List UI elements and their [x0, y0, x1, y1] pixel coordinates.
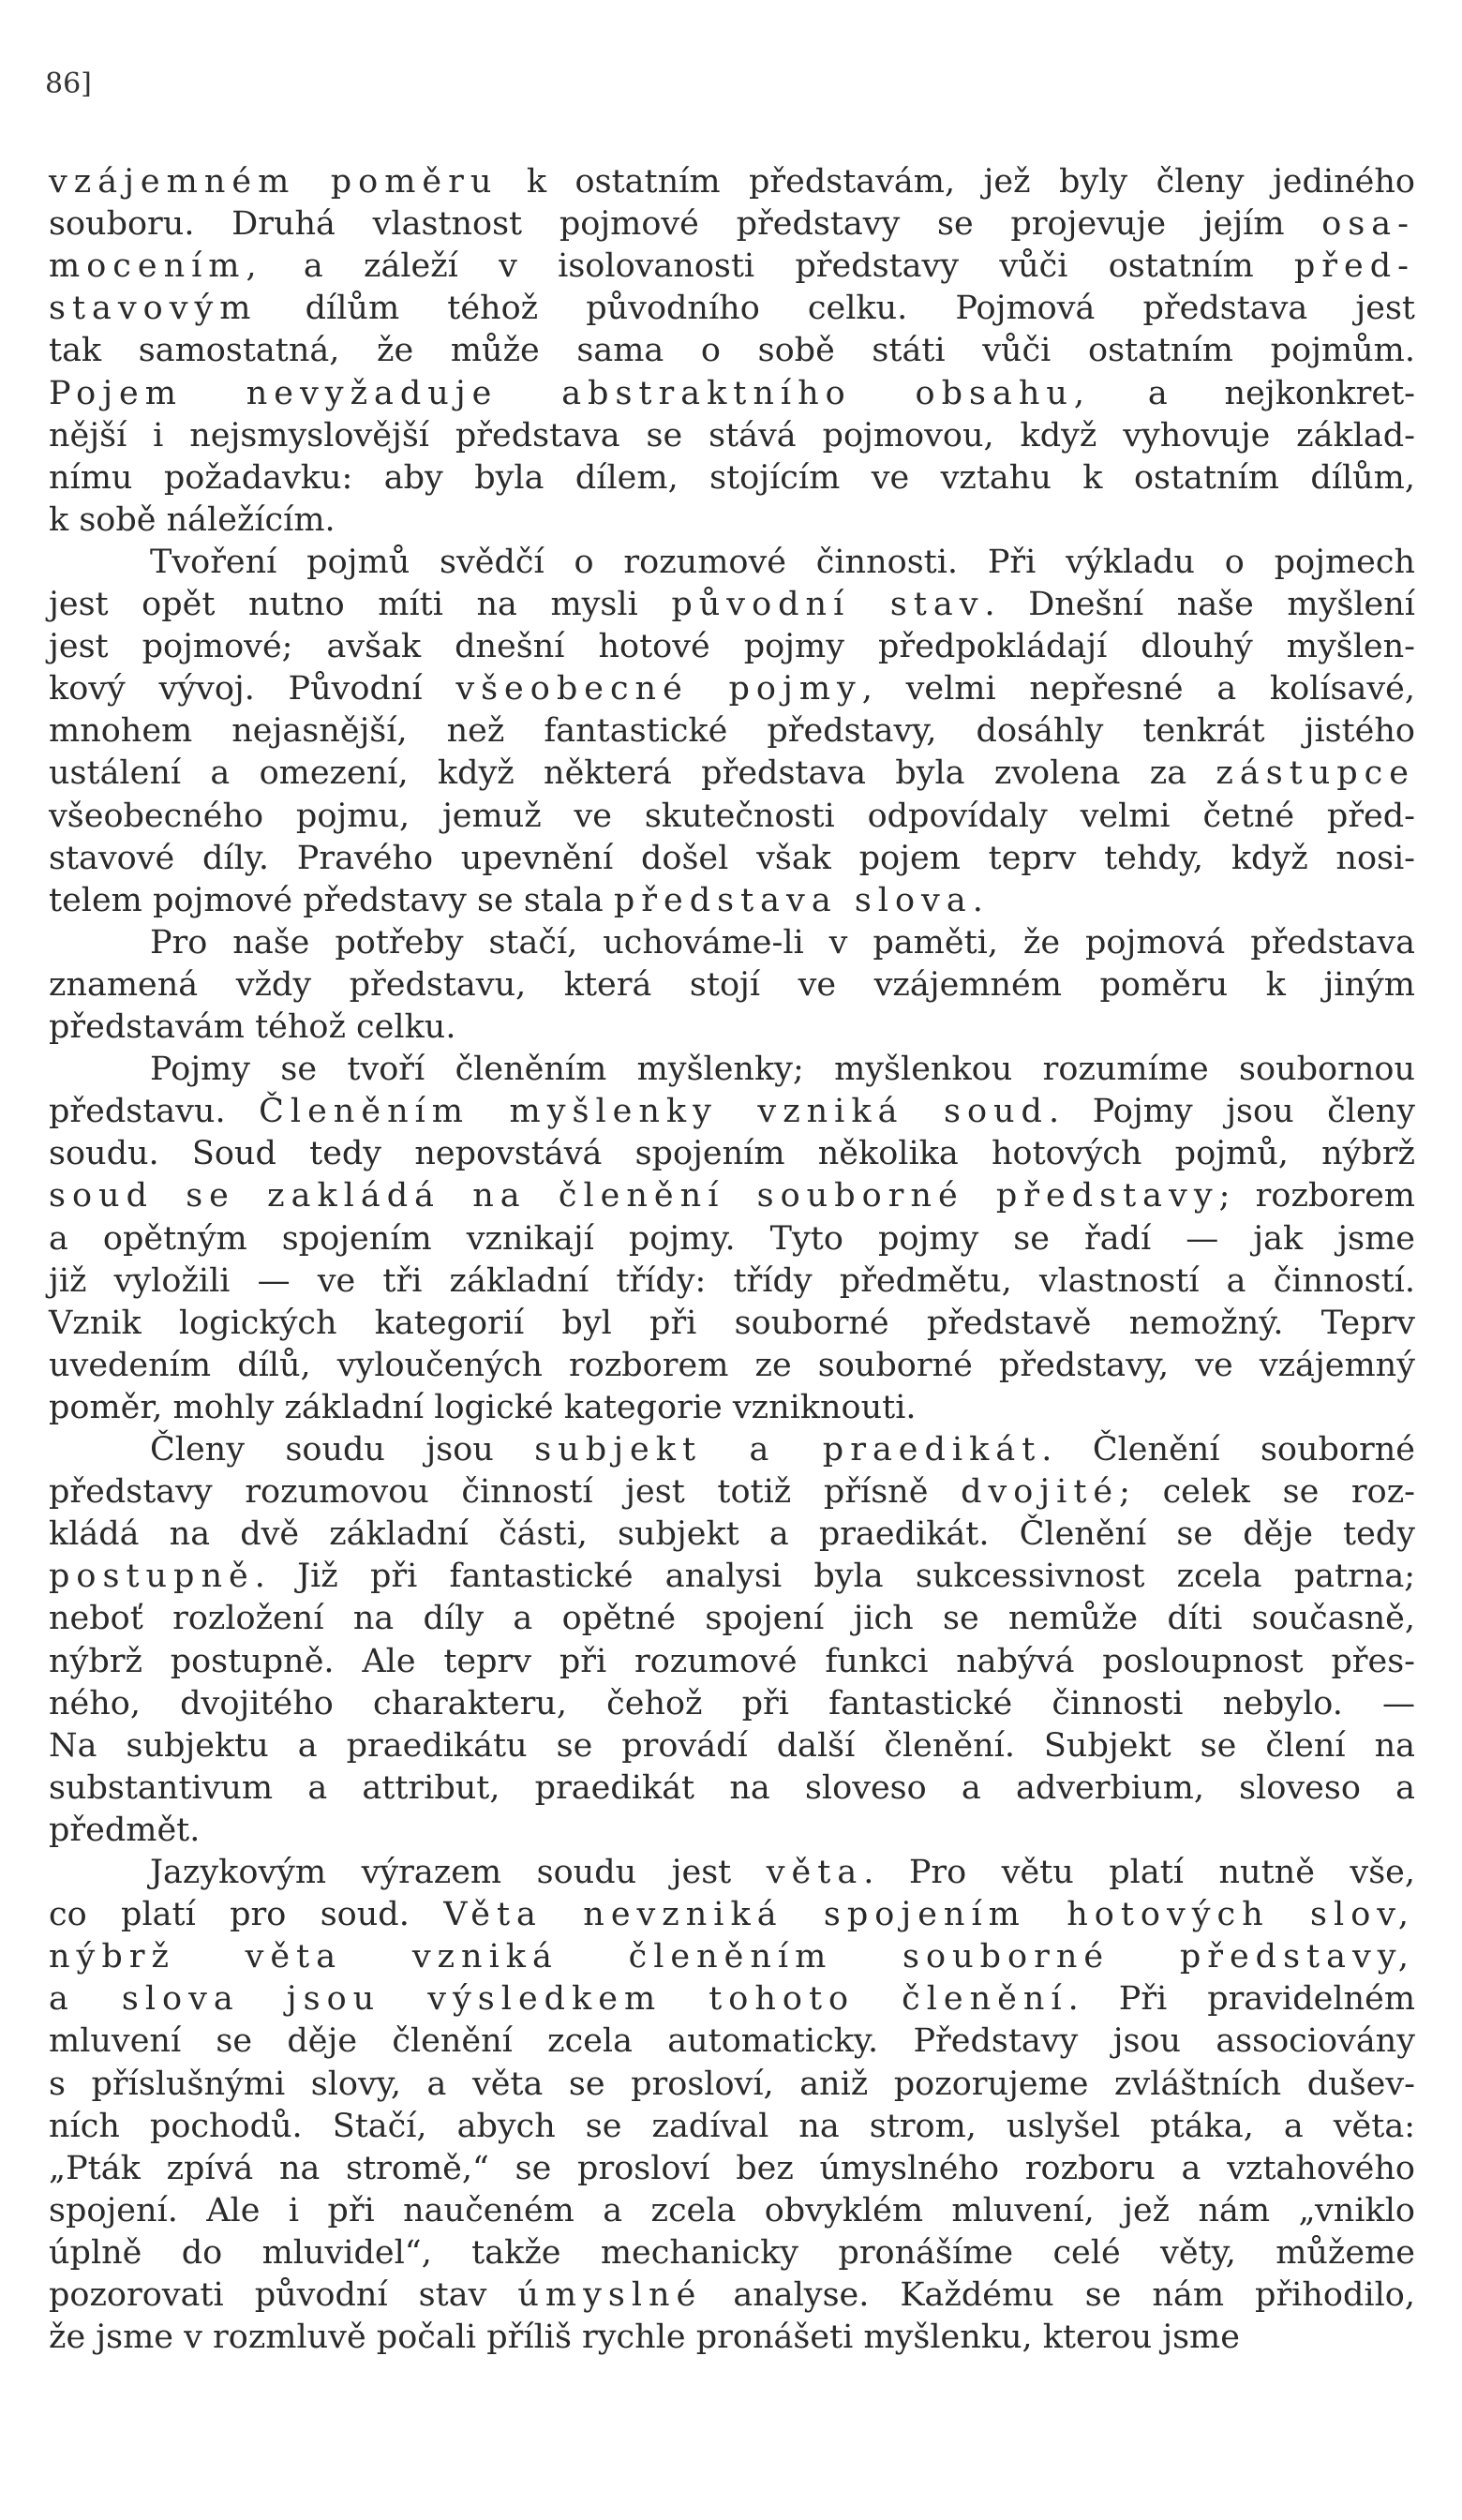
text-run: předmět.	[49, 1812, 201, 1849]
spaced-emphasis: před-	[1293, 247, 1415, 285]
text-line	[49, 288, 1415, 329]
text-run: . Pojmy jsou členy	[1048, 1093, 1415, 1130]
text-line	[49, 1513, 1415, 1555]
text-line	[49, 2274, 1415, 2316]
text-run: mnohem nejasnější, než fantastické představy, dosáhly tenkrát jistého	[49, 712, 1415, 750]
text-line	[49, 753, 1415, 794]
text-line	[49, 1556, 1415, 1597]
text-run: a opětným spojením vznikají pojmy. Tyto pojmy se řadí — jak jsme	[49, 1220, 1415, 1258]
text-line	[49, 964, 1415, 1006]
spaced-emphasis: zástupce	[1216, 754, 1415, 792]
text-line	[49, 1345, 1415, 1386]
text-line	[150, 1852, 1415, 1893]
text-run: substantivum a attribut, praedikát na sloveso a adverbium, sloveso a	[49, 1769, 1415, 1807]
text-run: již vyložili — ve tři základní třídy: třídy předmětu, vlastností a činností.	[49, 1262, 1415, 1300]
text-line	[49, 1471, 1415, 1513]
text-run: pozorovati původní stav	[49, 2276, 518, 2314]
text-line	[49, 584, 1415, 625]
text-run: analyse. Každému se nám přihodilo,	[702, 2276, 1415, 2314]
text-run: s příslušnými slovy, a věta se prosloví, aniž pozorujeme zvláštních dušev-	[49, 2065, 1415, 2103]
spaced-emphasis: dvojité	[961, 1473, 1120, 1511]
text-run: Pro naše potřeby stačí, uchováme-li v paměti, že pojmová představa	[150, 924, 1415, 962]
text-run: nímu požadavku: aby byla dílem, stojícím ve vztahu k ostatním dílům,	[49, 459, 1415, 497]
text-run: tak samostatná, že může sama o sobě státi vůči ostatním pojmům.	[49, 332, 1415, 369]
text-run: . Pro větu platí nutně vše,	[863, 1854, 1415, 1891]
text-run: jest opět nutno míti na mysli	[49, 586, 672, 623]
spaced-emphasis: postupně	[49, 1558, 255, 1595]
text-run: co platí pro soud.	[49, 1896, 444, 1933]
text-line	[49, 1175, 1415, 1216]
text-line	[49, 1091, 1415, 1132]
text-run: a nejkonkret-	[1091, 375, 1416, 412]
text-run: kový vývoj. Původní	[49, 670, 456, 708]
text-run: ustálení a omezení, když některá představa byla zvolena za	[49, 754, 1216, 792]
text-line	[49, 1936, 1415, 1977]
text-line	[49, 1683, 1415, 1724]
text-line	[49, 373, 1415, 414]
text-run: dílům téhož původního celku. Pojmová představa jest	[257, 290, 1415, 327]
text-line	[49, 246, 1415, 287]
spaced-emphasis: Věta nevzniká spojením hotových slov,	[443, 1896, 1416, 1933]
text-line	[49, 415, 1415, 456]
text-run: k sobě náležícím.	[49, 501, 336, 539]
text-run: Jazykovým výrazem soudu jest	[150, 1854, 767, 1891]
text-line	[49, 2020, 1415, 2062]
text-line	[49, 1894, 1415, 1935]
text-line	[49, 2106, 1415, 2147]
text-line	[49, 2064, 1415, 2105]
text-line	[49, 2190, 1415, 2231]
text-run: úplně do mluvidel“, takže mechanicky pronášíme celé věty, můžeme	[49, 2234, 1415, 2272]
text-line	[49, 2232, 1415, 2274]
text-line	[49, 1767, 1415, 1809]
text-run: neboť rozložení na díly a opětné spojení jich se nemůže díti současně,	[49, 1600, 1415, 1637]
text-run: . Dnešní naše myšlení	[984, 586, 1415, 623]
text-run: . Při pravidelném	[1067, 1980, 1416, 2018]
text-run: Pojmy se tvoří členěním myšlenky; myšlenkou rozumíme soubornou	[150, 1051, 1415, 1088]
text-line	[49, 1260, 1415, 1302]
text-line	[150, 542, 1415, 583]
text-line	[49, 1007, 1415, 1048]
text-line	[49, 457, 1415, 499]
text-run: nýbrž postupně. Ale teprv při rozumové funkci nabývá posloupnost přes-	[49, 1643, 1415, 1680]
text-line	[150, 1429, 1415, 1470]
text-line	[150, 922, 1415, 963]
text-run: . Členění souborné	[1041, 1431, 1415, 1469]
text-run: , velmi nepřesné a kolísavé,	[861, 670, 1415, 708]
text-line	[49, 1218, 1415, 1260]
text-run: jest pojmové; avšak dnešní hotové pojmy předpokládají dlouhý myšlen-	[49, 628, 1415, 665]
text-run: telem pojmové představy se stala	[49, 882, 614, 919]
spaced-emphasis: a slova jsou výsledkem tohoto členění	[49, 1980, 1068, 2018]
text-line	[49, 2148, 1415, 2189]
text-line	[49, 2317, 1415, 2358]
text-run: .	[972, 882, 983, 919]
text-run: ních pochodů. Stačí, abych se zadíval na strom, uslyšel ptáka, a věta:	[49, 2108, 1415, 2145]
text-line	[49, 1725, 1415, 1767]
spaced-emphasis: nýbrž věta vzniká členěním souborné představy,	[49, 1938, 1415, 1976]
text-line	[49, 838, 1415, 879]
spaced-emphasis: Pojem nevyžaduje abstraktního obsahu,	[49, 375, 1092, 412]
text-run: představám téhož celku.	[49, 1008, 456, 1046]
spaced-emphasis: věta	[766, 1854, 864, 1891]
text-run: všeobecného pojmu, jemuž ve skutečnosti odpovídaly velmi četné před-	[49, 798, 1415, 835]
text-line	[49, 1810, 1415, 1851]
text-run: představu.	[49, 1093, 260, 1130]
text-line	[49, 880, 1415, 921]
text-line	[49, 1303, 1415, 1344]
text-line	[49, 1978, 1415, 2020]
text-run: stavové díly. Pravého upevnění došel však pojem teprv tehdy, když nosi-	[49, 840, 1415, 877]
text-line	[49, 1641, 1415, 1682]
spaced-emphasis: původní stav	[671, 586, 985, 623]
spaced-emphasis: osa-	[1321, 205, 1415, 243]
page-number: 86]	[45, 67, 92, 100]
spaced-emphasis: úmyslné	[517, 2276, 703, 2314]
text-run: nější i nejsmyslovější představa se stává pojmovou, když vyhovuje základ-	[49, 417, 1415, 455]
text-run: že jsme v rozmluvě počali příliš rychle pronášeti myšlenku, kterou jsme	[49, 2319, 1240, 2356]
text-run: Členy soudu jsou	[150, 1431, 535, 1469]
text-run: Vznik logických kategorií byl při souborné představě nemožný. Teprv	[49, 1305, 1415, 1342]
text-run: souboru. Druhá vlastnost pojmové představy se projevuje jejím	[49, 205, 1322, 243]
text-line	[49, 1133, 1415, 1174]
text-line	[49, 668, 1415, 709]
text-line	[49, 1598, 1415, 1639]
text-run: a záleží v isolovanosti představy vůči ostatním	[262, 247, 1294, 285]
text-line	[49, 1387, 1415, 1428]
spaced-emphasis: mocením,	[49, 247, 263, 285]
text-run: k ostatním představám, jež byly členy jediného	[498, 163, 1415, 201]
text-run: mluvení se děje členění zcela automaticky. Představy jsou associovány	[49, 2022, 1415, 2060]
text-line	[49, 500, 1415, 541]
text-line	[49, 161, 1415, 202]
text-run: kládá na dvě základní části, subjekt a praedikát. Členění se děje tedy	[49, 1515, 1415, 1553]
text-run: představy rozumovou činností jest totiž přísně	[49, 1473, 962, 1511]
text-run: ; rozborem	[1218, 1177, 1415, 1215]
text-run: Na subjektu a praedikátu se provádí další členění. Subjekt se člení na	[49, 1727, 1415, 1765]
spaced-emphasis: představa slova	[613, 882, 973, 919]
text-line	[49, 330, 1415, 371]
spaced-emphasis: soud se zakládá na členění souborné představy	[49, 1177, 1219, 1215]
text-run: Tvoření pojmů svědčí o rozumové činnosti. Při výkladu o pojmech	[150, 544, 1415, 581]
text-line	[49, 203, 1415, 245]
text-line	[150, 1049, 1415, 1090]
spaced-emphasis: všeobecné pojmy	[455, 670, 862, 708]
text-run: spojení. Ale i při naučeném a zcela obvyklém mluvení, jež nám „vniklo	[49, 2192, 1415, 2229]
spaced-emphasis: Členěním myšlenky vzniká soud	[259, 1093, 1049, 1130]
text-run: uvedením dílů, vyloučených rozborem ze souborné představy, ve vzájemný	[49, 1347, 1415, 1384]
text-run: soudu. Soud tedy nepovstává spojením několika hotových pojmů, nýbrž	[49, 1135, 1415, 1172]
text-line	[49, 796, 1415, 837]
text-run: ného, dvojitého charakteru, čehož při fantastické činnosti nebylo. —	[49, 1685, 1415, 1722]
text-run: poměr, mohly základní logické kategorie vzniknouti.	[49, 1389, 917, 1426]
text-run: znamená vždy představu, která stojí ve vzájemném poměru k jiným	[49, 966, 1415, 1004]
text-run: . Již při fantastické analysi byla sukcessivnost zcela patrna;	[254, 1558, 1415, 1595]
text-run: ; celek se roz-	[1119, 1473, 1415, 1511]
spaced-emphasis: stavovým	[49, 290, 258, 327]
spaced-emphasis: vzájemném poměru	[49, 163, 499, 201]
text-line	[49, 710, 1415, 752]
text-line	[49, 626, 1415, 667]
spaced-emphasis: subjekt a praedikát	[534, 1431, 1042, 1469]
text-run: „Pták zpívá na stromě,“ se prosloví bez úmyslného rozboru a vztahového	[49, 2150, 1415, 2187]
